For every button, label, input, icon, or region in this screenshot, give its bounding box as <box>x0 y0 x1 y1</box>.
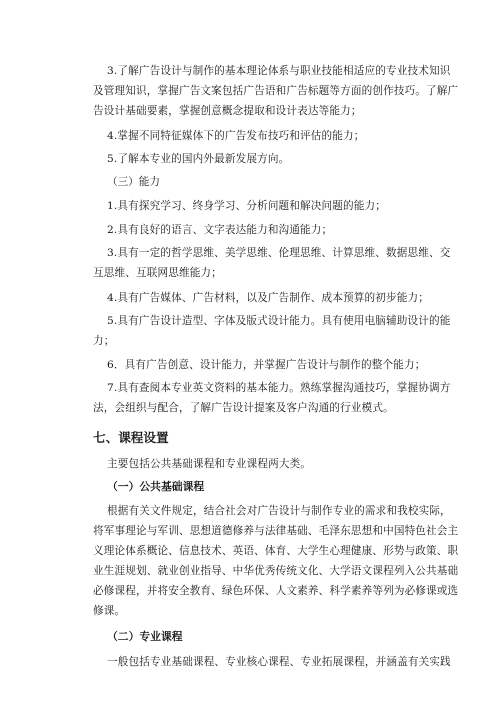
ability-item-1: 1.具有探究学习、终身学习、分析问题和解决问题的能力； <box>107 200 386 212</box>
major-courses-heading: （二）专业课程 <box>107 630 183 643</box>
ability-item-5-line-2: 力； <box>93 335 115 347</box>
public-courses-line-2: 将军事理论与军训、思想道德修养与法律基础、毛泽东思想和中国特色社会主 <box>93 525 459 537</box>
public-courses-line-4: 业生涯规划、就业创业指导、中华优秀传统文化、大学语文课程列入公共基础 <box>93 565 459 577</box>
ability-item-7-line-1: 7.具有查阅本专业英文资料的基本能力。熟练掌握沟通技巧，掌握协调方 <box>107 382 451 394</box>
ability-item-2: 2.具有良好的语言、文字表达能力和沟通能力； <box>107 224 333 236</box>
major-courses-line-1: 一般包括专业基础课程、专业核心课程、专业拓展课程，并涵盖有关实践 <box>107 656 451 668</box>
ability-item-6: 6．具有广告创意、设计能力，并掌握广告设计与制作的整个能力； <box>107 359 426 371</box>
ability-item-7-line-2: 法，会组织与配合，了解广告设计提案及客户沟通的行业模式。 <box>93 402 394 414</box>
knowledge-item-4: 4.掌握不同特征媒体下的广告发布技巧和评估的能力； <box>107 130 365 142</box>
ability-heading: （三）能力 <box>107 176 160 188</box>
knowledge-item-5: 5.了解本专业的国内外最新发展方向。 <box>107 153 290 165</box>
knowledge-item-3-line-1: 3.了解广告设计与制作的基本理论体系与职业技能相适应的专业技术知识 <box>107 65 451 77</box>
ability-item-5-line-1: 5.具有广告设计造型、字体及版式设计能力。具有使用电脑辅助设计的能 <box>107 315 451 327</box>
public-courses-line-5: 必修课程，并将安全教育、绿色环保、人文素养、科学素养等列为必修课或选 <box>93 585 459 597</box>
public-courses-line-3: 义理论体系概论、信息技术、英语、体育、大学生心理健康、形势与政策、职 <box>93 545 459 557</box>
knowledge-item-3-line-2: 及管理知识，掌握广告文案包括广告语和广告标题等方面的创作技巧。了解广 <box>93 85 459 97</box>
public-courses-heading: （一）公共基础课程 <box>107 480 205 493</box>
ability-item-3-line-2: 互思维、互联网思维能力； <box>93 267 222 279</box>
public-courses-line-6: 修课。 <box>93 605 126 617</box>
knowledge-item-3-line-3: 告设计基础要素，掌握创意概念提取和设计表达等能力； <box>93 105 362 117</box>
course-section-heading: 七、课程设置 <box>93 430 169 445</box>
course-intro: 主要包括公共基础课程和专业课程两大类。 <box>107 458 312 470</box>
ability-item-3-line-1: 3.具有一定的哲学思维、美学思维、伦理思维、计算思维、数据思维、交 <box>107 247 451 259</box>
public-courses-line-1: 根据有关文件规定，结合社会对广告设计与制作专业的需求和我校实际， <box>107 505 451 517</box>
ability-item-4: 4.具有广告媒体、广告材料，以及广告制作、成本预算的初步能力； <box>107 292 429 304</box>
